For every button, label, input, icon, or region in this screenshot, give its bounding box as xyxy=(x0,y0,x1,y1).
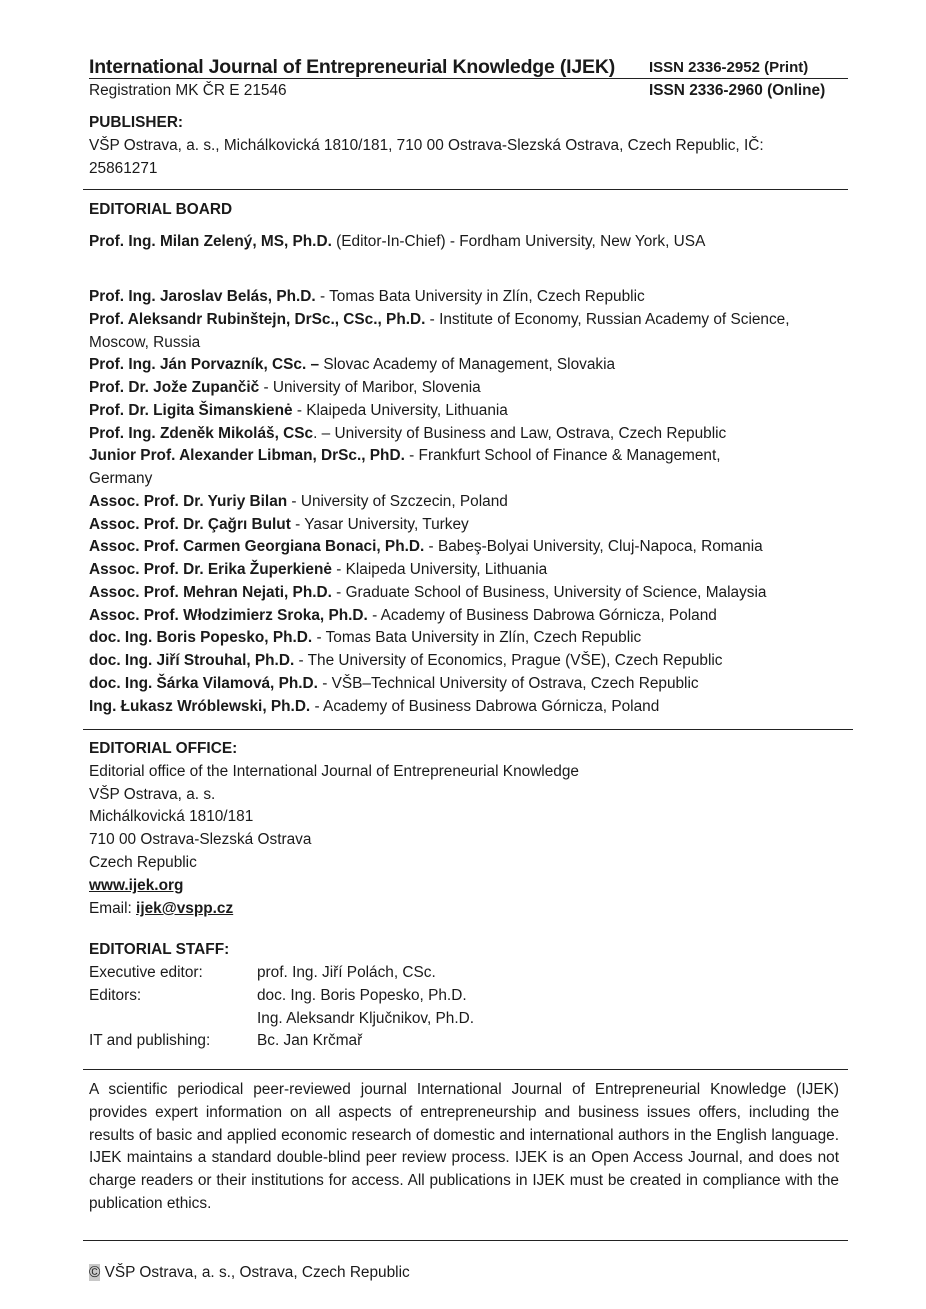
divider xyxy=(83,729,853,730)
member-name: doc. Ing. Boris Popesko, Ph.D. xyxy=(89,629,313,647)
footer-divider xyxy=(83,1240,848,1241)
member-affiliation: - Academy of Business Dabrowa Górnicza, Poland xyxy=(314,697,660,715)
member-affiliation: - VŠB–Technical University of Ostrava, Czech Republic xyxy=(317,674,699,692)
member-affiliation: - Graduate School of Business, University of Science, Malaysia xyxy=(331,583,767,601)
board-member xyxy=(89,354,615,377)
member-name: Assoc. Prof. Carmen Georgiana Bonaci, Ph.D. xyxy=(89,538,425,556)
board-member xyxy=(89,423,726,446)
member-name: Prof. Ing. Milan Zelený, MS, Ph.D. xyxy=(89,233,332,250)
member-name: Prof. Ing. Jaroslav Belás, Ph.D. xyxy=(89,288,316,305)
member-name: Assoc. Prof. Włodzimierz Sroka, Ph.D. xyxy=(89,606,368,624)
member-affiliation: (Editor-In-Chief) - Fordham University, New York, USA xyxy=(331,233,706,250)
editor-in-chief xyxy=(89,231,705,254)
member-affiliation: Germany xyxy=(89,470,153,487)
board-member xyxy=(89,673,699,696)
executive-editor-value: prof. Ing. Jiří Polách, CSc. xyxy=(257,964,436,981)
member-name: Assoc. Prof. Dr. Erika Župerkienė xyxy=(89,561,332,578)
member-affiliation: - Academy of Business Dabrowa Górnicza, Poland xyxy=(367,606,717,624)
email-line xyxy=(89,898,233,921)
member-affiliation: Slovac Academy of Management, Slovakia xyxy=(319,356,616,374)
website-link[interactable]: www.ijek.org xyxy=(89,877,184,894)
journal-description: A scientific periodical peer-reviewed journal International Journal of Entrepreneurial Knowledge (IJEK) provides expert information on all aspects of entrepreneurship and business issues offers, including the results of basic and applied economic research of domestic and international authors in the English language. IJEK maintains a standard double-blind peer review process. IJEK is an Open Access Journal, and does not charge readers or their institutions for access. All publications in IJEK must be created in compliance with the publication ethics. xyxy=(89,1081,839,1212)
board-member xyxy=(89,377,481,400)
divider xyxy=(83,1069,848,1070)
registration: Registration MK ČR E 21546 xyxy=(89,82,287,99)
board-member xyxy=(89,582,766,605)
board-member xyxy=(89,514,469,537)
footer-copyright xyxy=(89,1262,410,1285)
issn-online: ISSN 2336-2960 (Online) xyxy=(649,82,826,99)
office-line: Editorial office of the International Journal of Entrepreneurial Knowledge xyxy=(89,763,579,780)
board-member xyxy=(89,491,508,514)
divider xyxy=(83,189,848,190)
office-line: 710 00 Ostrava-Slezská Ostrava xyxy=(89,831,312,848)
member-name: Assoc. Prof. Dr. Yuriy Bilan xyxy=(89,492,288,510)
board-member xyxy=(89,309,790,332)
publisher-address: VŠP Ostrava, a. s., Michálkovická 1810/181, 710 00 Ostrava-Slezská Ostrava, Czech Republic, IČ: xyxy=(89,137,764,154)
member-affiliation: - University of Szczecin, Poland xyxy=(287,492,508,510)
office-line: VŠP Ostrava, a. s. xyxy=(89,786,216,803)
member-name: Assoc. Prof. Dr. Çağrı Bulut xyxy=(89,515,291,533)
it-publishing-value: Bc. Jan Krčmař xyxy=(257,1032,363,1049)
member-affiliation: Moscow, Russia xyxy=(89,333,201,351)
member-affiliation: - Tomas Bata University in Zlín, Czech Republic xyxy=(312,629,642,647)
header-divider xyxy=(89,78,848,79)
member-affiliation: - Frankfurt School of Finance & Management, xyxy=(404,447,721,465)
board-member xyxy=(89,536,763,559)
board-member xyxy=(89,696,659,719)
member-name: doc. Ing. Jiří Strouhal, Ph.D. xyxy=(89,652,295,669)
board-member xyxy=(89,400,508,423)
executive-editor-label: Executive editor: xyxy=(89,964,203,981)
board-member xyxy=(89,332,200,355)
editor-value: Ing. Aleksandr Ključnikov, Ph.D. xyxy=(257,1010,475,1027)
member-affiliation: . – University of Business and Law, Ostrava, Czech Republic xyxy=(313,424,727,442)
member-name: Prof. Ing. Ján Porvazník, CSc. – xyxy=(89,356,320,374)
member-name: Junior Prof. Alexander Libman, DrSc., PhD. xyxy=(89,447,405,465)
office-line: Czech Republic xyxy=(89,854,197,871)
board-member xyxy=(89,468,152,491)
member-name: Ing. Łukasz Wróblewski, Ph.D. xyxy=(89,697,315,715)
member-affiliation: - Tomas Bata University in Zlín, Czech Republic xyxy=(315,288,645,305)
copyright-icon: © xyxy=(89,1264,101,1281)
issn-print: ISSN 2336-2952 (Print) xyxy=(649,59,809,76)
editor-value: doc. Ing. Boris Popesko, Ph.D. xyxy=(257,987,467,1004)
editorial-board-heading: EDITORIAL BOARD xyxy=(89,201,233,218)
publisher-id: 25861271 xyxy=(89,160,158,177)
board-member xyxy=(89,627,641,650)
journal-title: International Journal of Entrepreneurial Knowledge (IJEK) xyxy=(89,56,616,78)
office-line: Michálkovická 1810/181 xyxy=(89,808,254,825)
board-member xyxy=(89,286,645,309)
it-publishing-label: IT and publishing: xyxy=(89,1032,211,1049)
board-member xyxy=(89,445,721,468)
board-member xyxy=(89,559,547,582)
member-affiliation: - Institute of Economy, Russian Academy of Science, xyxy=(425,310,790,328)
editorial-staff-heading: EDITORIAL STAFF: xyxy=(89,941,230,958)
email-link[interactable]: ijek@vspp.cz xyxy=(136,900,234,917)
member-name: Prof. Ing. Zdeněk Mikoláš, CSc xyxy=(89,424,314,442)
member-name: Prof. Dr. Ligita Šimanskienė xyxy=(89,401,293,419)
publisher-heading: PUBLISHER: xyxy=(89,114,184,131)
email-label: Email: xyxy=(89,900,137,917)
member-name: Assoc. Prof. Mehran Nejati, Ph.D. xyxy=(89,583,332,601)
member-name: Prof. Aleksandr Rubinštejn, DrSc., CSc., Ph.D. xyxy=(89,310,426,328)
member-affiliation: - Babeş-Bolyai University, Cluj-Napoca, Romania xyxy=(424,538,763,556)
member-affiliation: - Klaipeda University, Lithuania xyxy=(292,401,508,419)
member-affiliation: - Yasar University, Turkey xyxy=(290,515,469,533)
board-member xyxy=(89,605,717,628)
footer-text: VŠP Ostrava, a. s., Ostrava, Czech Republic xyxy=(100,1264,410,1281)
editorial-office-heading: EDITORIAL OFFICE: xyxy=(89,740,238,757)
member-name: Prof. Dr. Jože Zupančič xyxy=(89,379,260,396)
member-name: doc. Ing. Šárka Vilamová, Ph.D. xyxy=(89,674,318,692)
editors-label: Editors: xyxy=(89,987,142,1004)
member-affiliation: - Klaipeda University, Lithuania xyxy=(331,561,548,578)
member-affiliation: - The University of Economics, Prague (VŠE), Czech Republic xyxy=(294,652,723,669)
member-affiliation: - University of Maribor, Slovenia xyxy=(259,379,481,396)
board-member xyxy=(89,650,723,673)
